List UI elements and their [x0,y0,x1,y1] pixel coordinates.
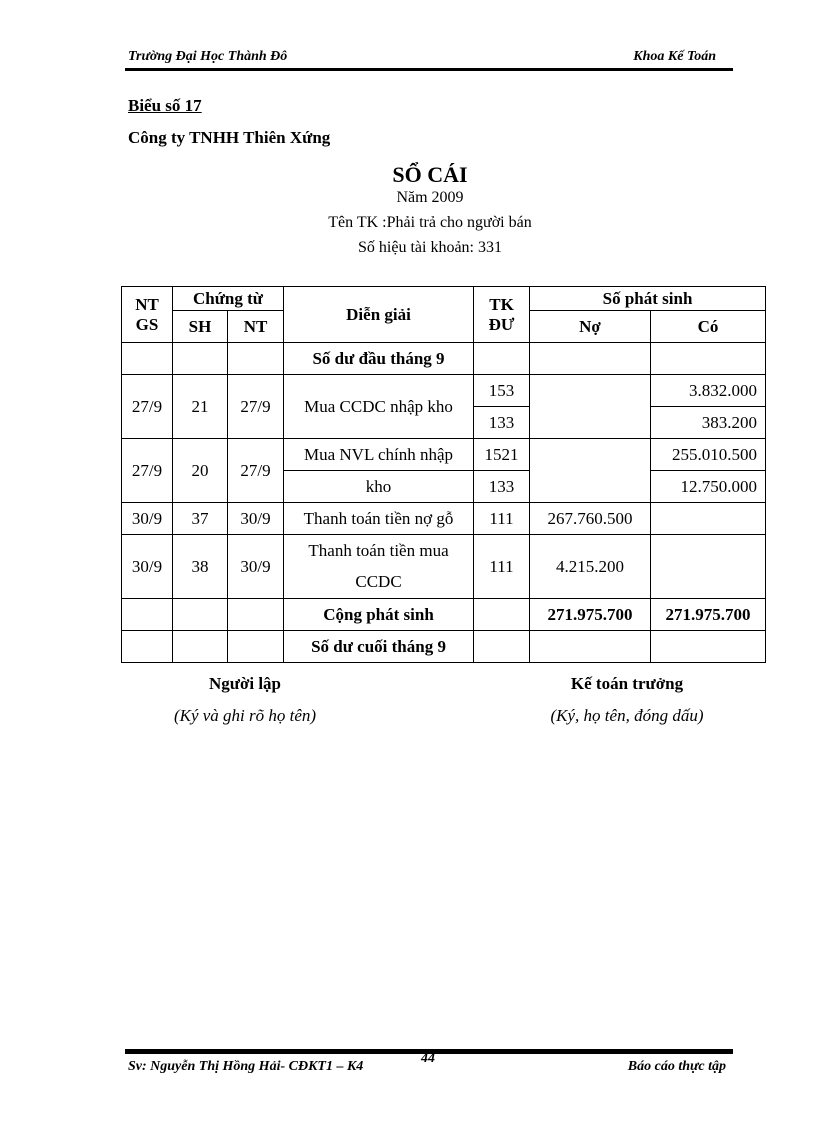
cell-tk: 133 [474,471,530,503]
document-year: Năm 2009 [396,189,464,206]
document-title: SỔ CÁI [392,162,468,187]
chief-accountant-note: (Ký, họ tên, đóng dấu) [550,706,704,725]
chief-accountant-title: Kế toán trưởng [570,674,684,693]
col-header-tk-bottom: ĐƯ [488,314,515,334]
total-credit: 271.975.700 [651,599,766,631]
cell-tk: 111 [474,535,530,599]
table-row [122,503,766,535]
col-header-amounts: Số phát sinh [530,287,766,311]
cell-credit [651,535,766,599]
cell-debit: 267.760.500 [530,503,651,535]
header-rule [125,68,733,71]
footer-student: Sv: Nguyễn Thị Hồng Hải- CĐKT1 – K4 [128,1059,364,1074]
cell-nt: 30/9 [228,535,284,599]
col-header-nt: NT [228,311,284,343]
col-header-tk [474,287,530,343]
total-label: Cộng phát sinh [284,599,474,631]
cell-credit [651,503,766,535]
col-header-credit: Có [651,311,766,343]
cell-tk: 153 [474,375,530,407]
cell-description: Mua NVL chính nhập [284,439,474,471]
col-header-nt-gs-bottom: GS [135,314,159,334]
cell-credit: 255.010.500 [651,439,766,471]
cell-nt: 27/9 [228,439,284,503]
cell-debit [530,439,651,503]
cell-nt-gs: 30/9 [122,503,173,535]
total-debit: 271.975.700 [530,599,651,631]
account-number: Số hiệu tài khoản: 331 [358,239,502,256]
col-header-tk-top: TK [489,294,514,314]
table-row [122,535,766,567]
col-header-debit: Nợ [530,311,651,343]
table-row [122,375,766,407]
cell-sh: 38 [173,535,228,599]
cell-description: Mua CCDC nhập kho [284,375,474,439]
account-name: Tên TK :Phải trả cho người bán [328,214,532,231]
col-header-nt-gs [122,287,173,343]
cell-nt-gs: 30/9 [122,535,173,599]
col-header-nt-gs-top: NT [135,294,159,314]
cell-description: Thanh toán tiền nợ gỗ [284,503,474,535]
cell-credit: 383.200 [651,407,766,439]
header-school: Trường Đại Học Thành Đô [128,49,288,64]
form-label: Biểu số 17 [128,96,202,115]
cell-tk: 1521 [474,439,530,471]
cell-description: kho [284,471,474,503]
cell-description: Thanh toán tiền mua [284,535,474,567]
footer-report: Báo cáo thực tập [627,1059,726,1074]
cell-credit: 3.832.000 [651,375,766,407]
company-name: Công ty TNHH Thiên Xứng [128,128,331,147]
total-row [122,599,766,631]
col-header-voucher: Chứng từ [173,287,284,311]
cell-tk: 133 [474,407,530,439]
closing-balance-label: Số dư cuối tháng 9 [284,631,474,663]
cell-nt: 30/9 [228,503,284,535]
cell-debit [530,375,651,439]
cell-nt-gs: 27/9 [122,375,173,439]
cell-debit: 4.215.200 [530,535,651,599]
opening-balance-row [122,343,766,375]
cell-description: CCDC [284,567,474,599]
cell-sh: 21 [173,375,228,439]
cell-nt-gs: 27/9 [122,439,173,503]
header-department: Khoa Kế Toán [633,49,716,64]
ledger-table [121,286,766,663]
cell-nt: 27/9 [228,375,284,439]
preparer-title: Người lập [208,674,282,693]
cell-sh: 37 [173,503,228,535]
preparer-note: (Ký và ghi rõ họ tên) [173,706,317,725]
cell-sh: 20 [173,439,228,503]
page-number: 44 [421,1051,435,1066]
col-header-sh: SH [173,311,228,343]
opening-balance-label: Số dư đầu tháng 9 [284,343,474,375]
header-row-1 [122,287,766,311]
closing-balance-row [122,631,766,663]
cell-tk: 111 [474,503,530,535]
col-header-description: Diễn giải [284,287,474,343]
cell-credit: 12.750.000 [651,471,766,503]
table-row [122,439,766,471]
